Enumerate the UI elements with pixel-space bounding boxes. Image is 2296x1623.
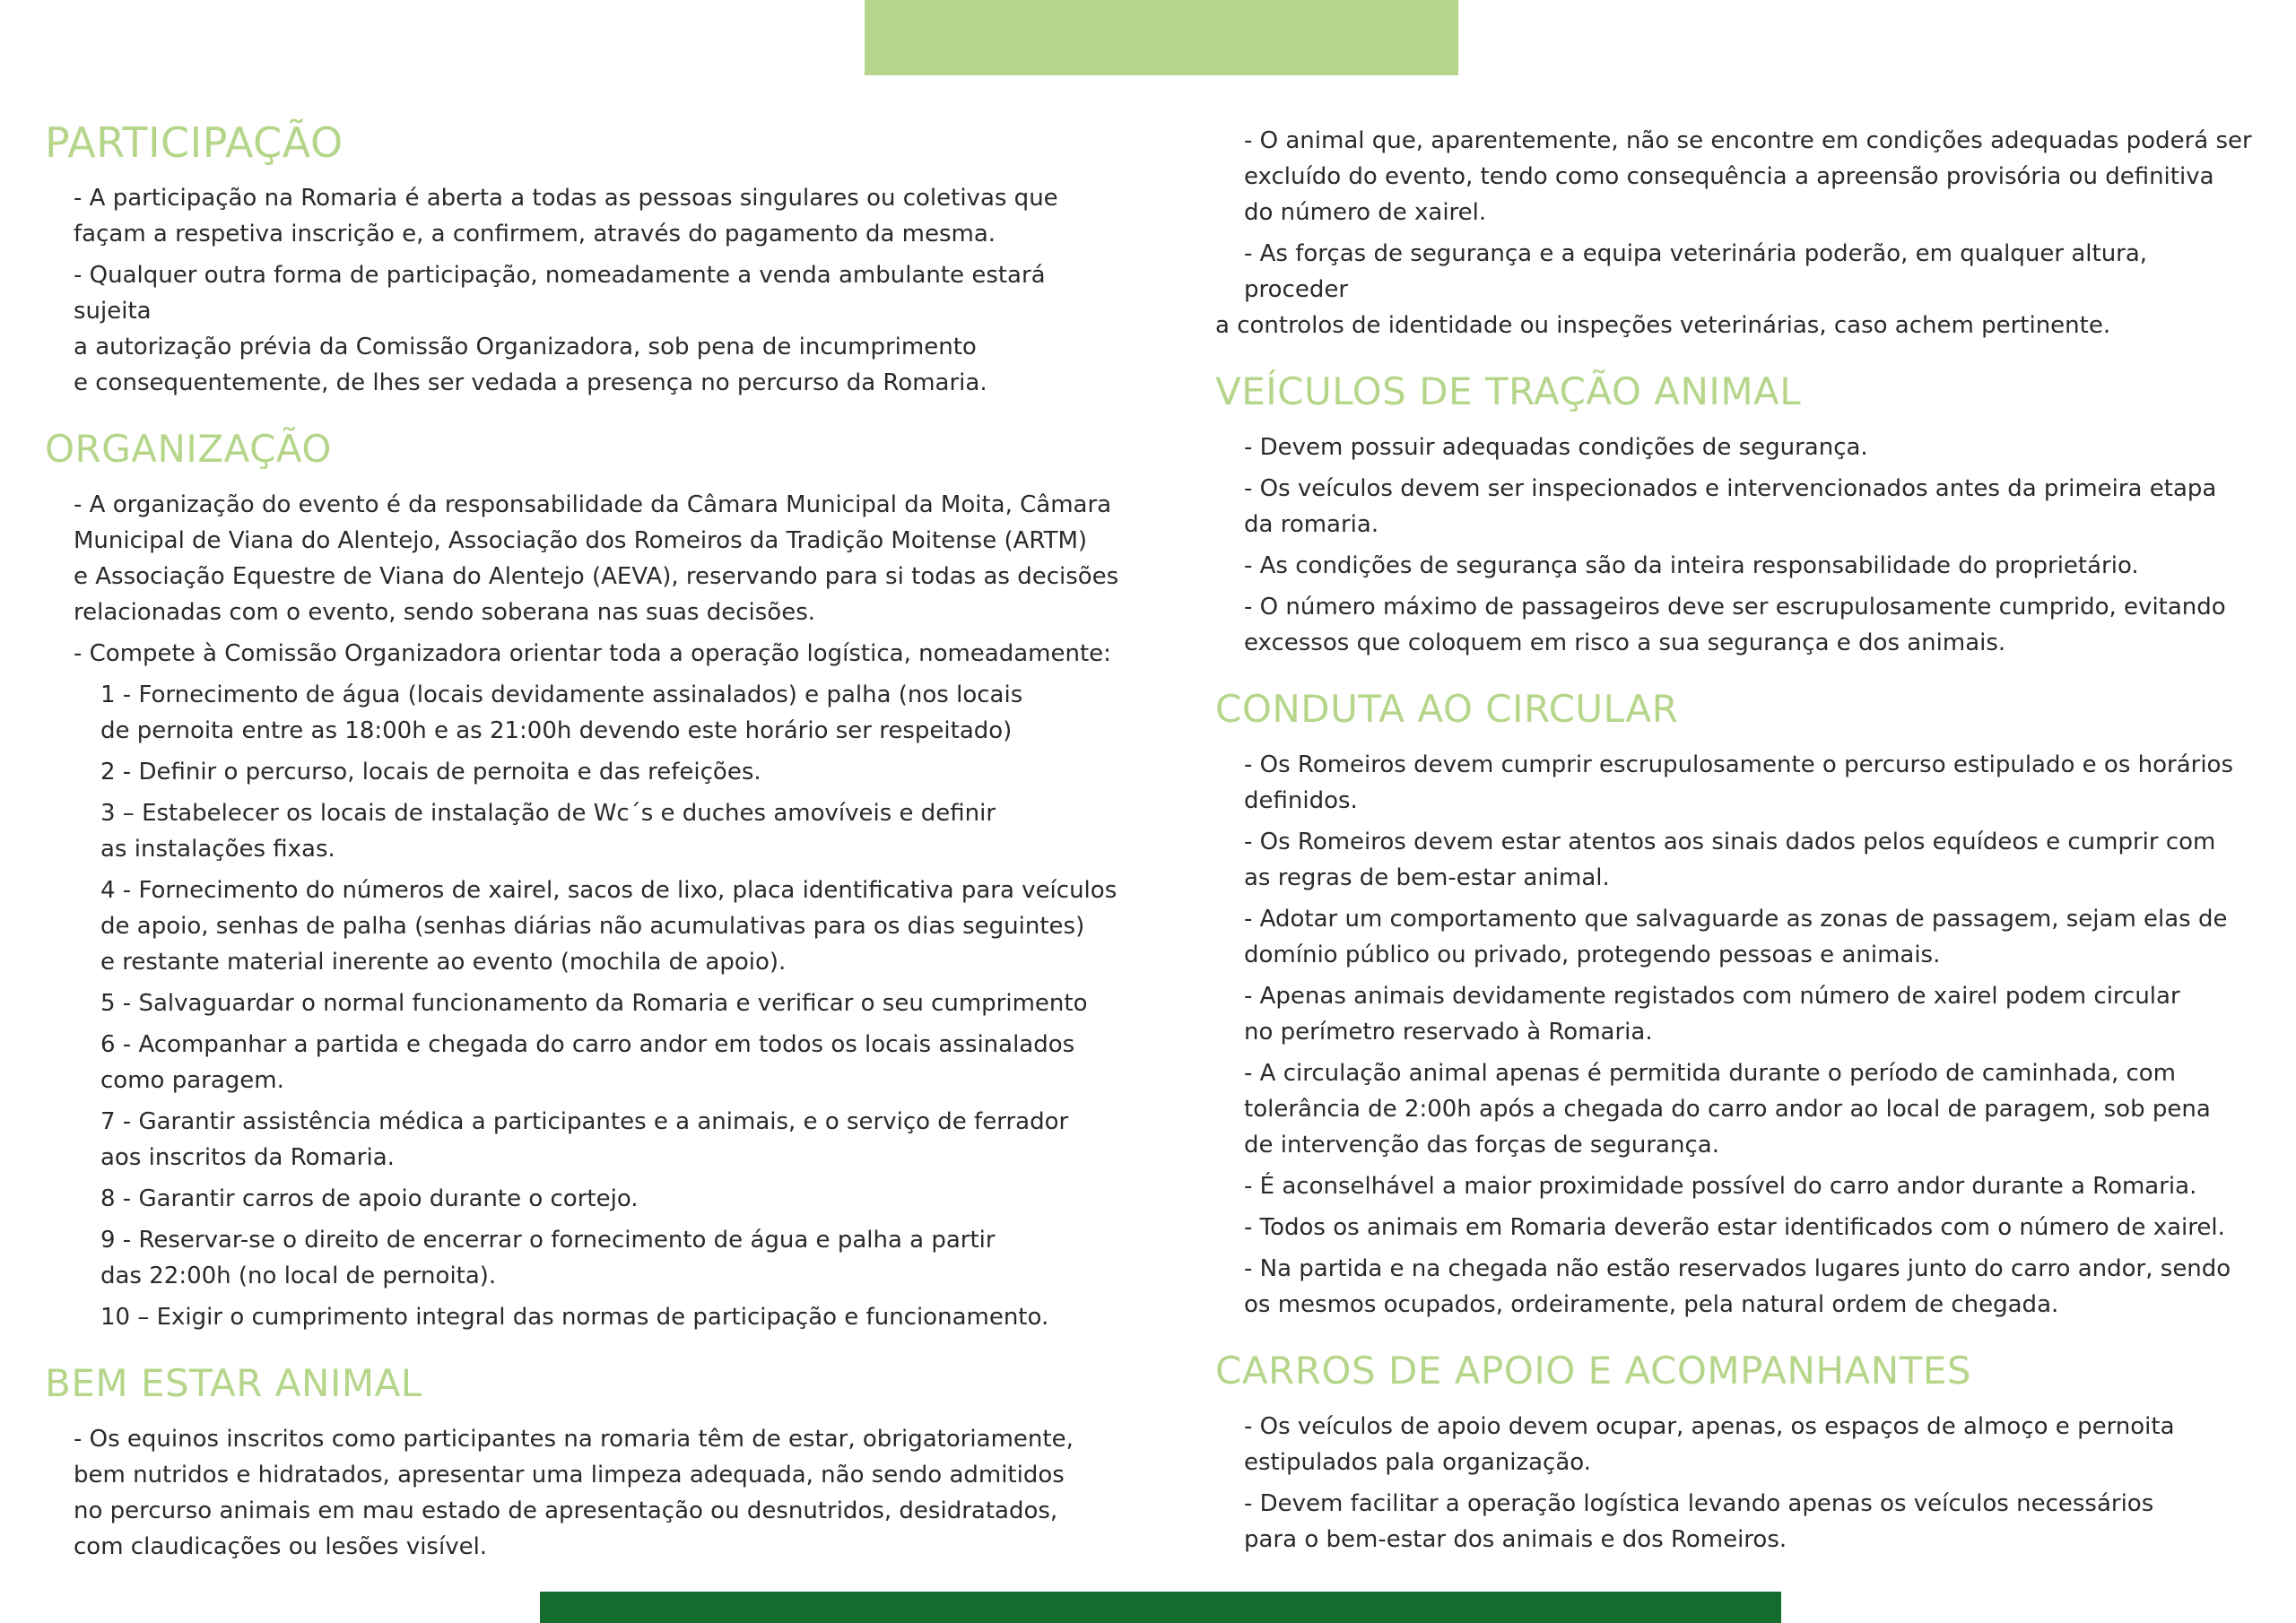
section-organizacao [45,424,1121,1335]
section-carros-apoio [1215,1346,2256,1558]
conduta-item-2: - Os Romeiros devem estar atentos aos sinais dados pelos equídeos e cumprir com as regras de bem-estar animal. [1244,829,2216,891]
section-veiculos [1215,367,2256,661]
section-bem-estar-animal [45,1358,1121,1565]
carros-item-2: - Devem facilitar a operação logística levando apenas os veículos necessários para o bem-estar dos animais e dos Romeiros. [1244,1490,2154,1553]
heading-participacao: PARTICIPAÇÃO [45,118,344,167]
heading-organizacao: ORGANIZAÇÃO [45,427,332,471]
organizacao-item-2: 2 - Definir o percurso, locais de pernoita e das refeições. [100,759,761,785]
organizacao-item-7: 7 - Garantir assistência médica a participantes e a animais, e o serviço de ferrador aos inscritos da Romaria. [100,1108,1069,1171]
organizacao-item-4: 4 - Fornecimento do números de xairel, sacos de lixo, placa identificativa para veículos de apoio, senhas de palha (senhas diárias não acumulativas para os dias seguintes) e restante material inerente ao evento (mochila de apoio). [100,877,1118,976]
organizacao-item-10: 10 – Exigir o cumprimento integral das normas de participação e funcionamento. [100,1304,1049,1331]
continuation-paragraph-2: - As forças de segurança e a equipa veterinária poderão, em qualquer altura, proceder [1244,240,2148,303]
organizacao-paragraph-1: - A organização do evento é da responsabilidade da Câmara Municipal da Moita, Câmara Municipal de Viana do Alentejo, Associação dos Romeiros da Tradição Moitense (ARTM) e Associação Equestre de Viana do Alentejo (AEVA), reservando para si todas as decisões relacionadas com o evento, sendo soberana nas suas decisões. [74,491,1119,626]
conduta-item-8: - Na partida e na chegada não estão reservados lugares junto do carro andor, sendo os mesmos ocupados, ordeiramente, pela natural ordem de chegada. [1244,1255,2231,1318]
heading-conduta: CONDUTA AO CIRCULAR [1215,687,1679,731]
participacao-paragraph-1: - A participação na Romaria é aberta a todas as pessoas singulares ou coletivas que façam a respetiva inscrição e, a confirmem, através do pagamento da mesma. [74,185,1058,247]
veiculos-item-2: - Os veículos devem ser inspecionados e intervencionados antes da primeira etapa da romaria. [1244,475,2217,538]
heading-carros-apoio: CARROS DE APOIO E ACOMPANHANTES [1215,1349,1972,1393]
top-decorative-bar [865,0,1458,75]
veiculos-item-1: - Devem possuir adequadas condições de segurança. [1244,434,1868,461]
conduta-item-5: - A circulação animal apenas é permitida durante o período de caminhada, com tolerância de 2:00h após a chegada do carro andor ao local de paragem, sob pena de intervenção das forças de segurança. [1244,1060,2211,1159]
organizacao-paragraph-2: - Compete à Comissão Organizadora orientar toda a operação logística, nomeadamente: [74,640,1111,667]
organizacao-item-9: 9 - Reservar-se o direito de encerrar o fornecimento de água e palha a partir das 22:00h (no local de pernoita). [100,1227,996,1289]
organizacao-item-8: 8 - Garantir carros de apoio durante o cortejo. [100,1185,639,1212]
conduta-item-7: - Todos os animais em Romaria deverão estar identificados com o número de xairel. [1244,1214,2225,1241]
organizacao-item-5: 5 - Salvaguardar o normal funcionamento da Romaria e verificar o seu cumprimento [100,990,1088,1017]
section-bem-estar-continuation [1215,123,2256,343]
continuation-paragraph-2b: a controlos de identidade ou inspeções veterinárias, caso achem pertinente. [1215,312,2111,339]
conduta-item-4: - Apenas animais devidamente registados com número de xairel podem circular no perímetro reservado à Romaria. [1244,983,2180,1046]
section-participacao [45,117,1121,401]
participacao-paragraph-2: - Qualquer outra forma de participação, nomeadamente a venda ambulante estará sujeita a autorização prévia da Comissão Organizadora, sob pena de incumprimento e consequentemente, de lhes ser vedada a presença no percurso da Romaria. [74,262,1046,396]
organizacao-item-3: 3 – Estabelecer os locais de instalação de Wc´s e duches amovíveis e definir as instalações fixas. [100,800,996,863]
conduta-item-6: - É aconselhável a maior proximidade possível do carro andor durante a Romaria. [1244,1173,2197,1200]
conduta-item-3: - Adotar um comportamento que salvaguarde as zonas de passagem, sejam elas de domínio público ou privado, protegendo pessoas e animais. [1244,906,2228,968]
right-column [1215,123,2256,1581]
carros-item-1: - Os veículos de apoio devem ocupar, apenas, os espaços de almoço e pernoita estipulados pala organização. [1244,1413,2175,1476]
bem-estar-paragraph-1: - Os equinos inscritos como participantes na romaria têm de estar, obrigatoriamente, bem nutridos e hidratados, apresentar uma limpeza adequada, não sendo admitidos no percurso animais em mau estado de apresentação ou desnutridos, desidratados, com claudicações ou lesões visível. [74,1426,1074,1560]
organizacao-item-1: 1 - Fornecimento de água (locais devidamente assinalados) e palha (nos locais de pernoita entre as 18:00h e as 21:00h devendo este horário ser respeitado) [100,681,1023,744]
continuation-paragraph-1: - O animal que, aparentemente, não se encontre em condições adequadas poderá ser excluído do evento, tendo como consequência a apreensão provisória ou definitiva do número de xairel. [1244,127,2252,226]
bottom-decorative-bar [540,1592,1781,1623]
conduta-item-1: - Os Romeiros devem cumprir escrupulosamente o percurso estipulado e os horários definidos. [1244,751,2234,814]
heading-veiculos: VEÍCULOS DE TRAÇÃO ANIMAL [1215,369,1802,413]
left-column [45,117,1121,1588]
section-conduta [1215,684,2256,1323]
veiculos-item-4: - O número máximo de passageiros deve ser escrupulosamente cumprido, evitando excessos que coloquem em risco a sua segurança e dos animais. [1244,594,2226,656]
veiculos-item-3: - As condições de segurança são da inteira responsabilidade do proprietário. [1244,552,2139,579]
heading-bem-estar-animal: BEM ESTAR ANIMAL [45,1361,422,1405]
organizacao-item-6: 6 - Acompanhar a partida e chegada do carro andor em todos os locais assinalados como paragem. [100,1031,1075,1094]
